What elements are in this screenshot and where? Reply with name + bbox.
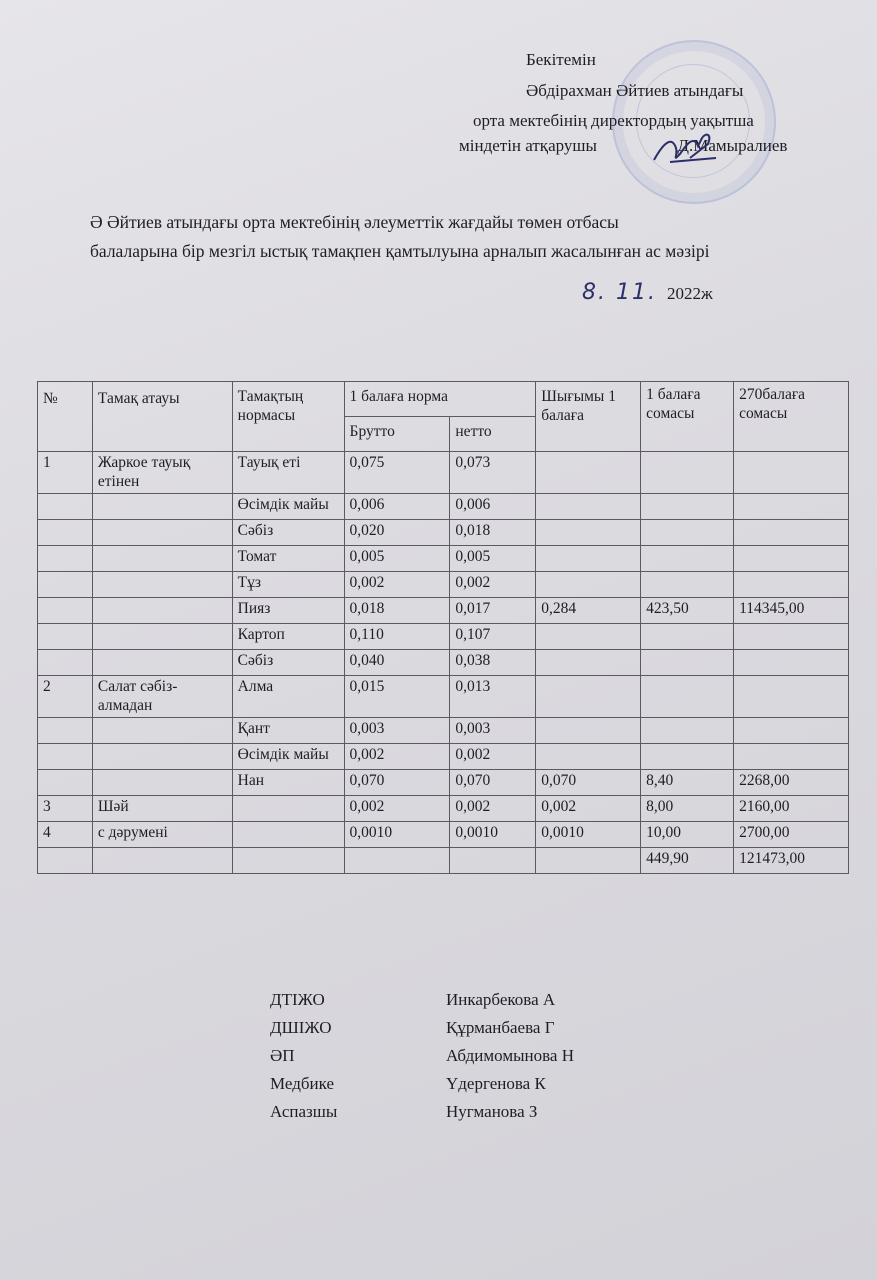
approval-signer: Д.Мамыралиев (677, 136, 788, 155)
cell-netto: 0,107 (450, 624, 536, 650)
cell-num (38, 572, 93, 598)
cell-num: 4 (38, 822, 93, 848)
cell-output (536, 624, 641, 650)
cell-sum270 (734, 520, 849, 546)
staff-name: Инкарбекова А (446, 990, 556, 1009)
cell-brutto: 0,075 (344, 452, 450, 494)
cell-netto: 0,002 (450, 796, 536, 822)
cell-sum1 (641, 546, 734, 572)
cell-num (38, 770, 93, 796)
staff-role: ӘП (270, 1046, 295, 1065)
cell-ingredient: Сәбіз (232, 650, 344, 676)
cell-ingredient: Қант (232, 718, 344, 744)
cell-sum1 (641, 744, 734, 770)
cell-brutto: 0,018 (344, 598, 450, 624)
table-row (38, 718, 849, 744)
approval-position-line: орта мектебінің директордың уақытша (473, 111, 754, 130)
cell-sum270: 121473,00 (734, 848, 849, 874)
table-row (38, 452, 849, 494)
cell-netto: 0,073 (450, 452, 536, 494)
cell-num (38, 848, 93, 874)
cell-ingredient: Пияз (232, 598, 344, 624)
cell-sum270 (734, 494, 849, 520)
cell-sum270: 2268,00 (734, 770, 849, 796)
cell-dish: Салат сәбіз-алмадан (92, 676, 232, 718)
header-food-name: Тамақ атауы (92, 382, 232, 452)
header-sum-270: 270балаға сомасы (734, 382, 849, 452)
cell-brutto: 0,110 (344, 624, 450, 650)
cell-netto: 0,013 (450, 676, 536, 718)
cell-netto: 0,002 (450, 572, 536, 598)
cell-num (38, 718, 93, 744)
header-sum-one: 1 балаға сомасы (641, 382, 734, 452)
cell-num (38, 598, 93, 624)
cell-ingredient: Сәбіз (232, 520, 344, 546)
cell-sum270 (734, 546, 849, 572)
cell-output (536, 744, 641, 770)
approval-acting-label: міндетін атқарушы (459, 136, 597, 155)
cell-brutto: 0,002 (344, 744, 450, 770)
cell-sum1: 10,00 (641, 822, 734, 848)
cell-sum270: 2700,00 (734, 822, 849, 848)
cell-sum270 (734, 650, 849, 676)
staff-name: Үдергенова К (446, 1074, 546, 1093)
staff-role: ДТІЖО (270, 990, 325, 1009)
cell-num: 2 (38, 676, 93, 718)
table-row (38, 676, 849, 718)
cell-brutto: 0,003 (344, 718, 450, 744)
table-row (38, 650, 849, 676)
staff-role: Медбике (270, 1074, 334, 1093)
cell-sum1 (641, 572, 734, 598)
handwritten-date: 8. 11. (582, 280, 657, 305)
table-row (38, 624, 849, 650)
date-year: 2022ж (667, 284, 713, 303)
table-row (38, 796, 849, 822)
cell-sum1 (641, 494, 734, 520)
cell-sum1 (641, 624, 734, 650)
approval-heading: Бекітемін (526, 50, 596, 69)
cell-num: 1 (38, 452, 93, 494)
table-row (38, 598, 849, 624)
cell-sum270: 114345,00 (734, 598, 849, 624)
cell-brutto: 0,020 (344, 520, 450, 546)
cell-ingredient: Нан (232, 770, 344, 796)
cell-brutto: 0,070 (344, 770, 450, 796)
document-title-line-1: Ә Әйтиев атындағы орта мектебінің әлеуметтік жағдайы төмен отбасы (90, 212, 619, 232)
staff-name: Нугманова З (446, 1102, 538, 1121)
header-netto: нетто (450, 417, 536, 452)
cell-num: 3 (38, 796, 93, 822)
cell-output (536, 520, 641, 546)
cell-netto: 0,006 (450, 494, 536, 520)
cell-output (536, 650, 641, 676)
cell-output (536, 718, 641, 744)
table-row (38, 848, 849, 874)
menu-table (37, 381, 849, 874)
cell-netto: 0,0010 (450, 822, 536, 848)
cell-output (536, 676, 641, 718)
cell-output: 0,0010 (536, 822, 641, 848)
header-num: № (38, 382, 93, 452)
signature-icon (650, 128, 720, 168)
cell-sum1 (641, 520, 734, 546)
cell-dish (92, 744, 232, 770)
cell-brutto: 0,002 (344, 796, 450, 822)
cell-sum1: 449,90 (641, 848, 734, 874)
cell-num (38, 494, 93, 520)
cell-dish (92, 624, 232, 650)
cell-netto: 0,002 (450, 744, 536, 770)
cell-sum1: 8,00 (641, 796, 734, 822)
cell-sum270 (734, 452, 849, 494)
table-row (38, 770, 849, 796)
cell-sum270 (734, 624, 849, 650)
cell-ingredient: Тауық еті (232, 452, 344, 494)
cell-ingredient: Алма (232, 676, 344, 718)
cell-netto: 0,070 (450, 770, 536, 796)
cell-sum270 (734, 572, 849, 598)
cell-dish (92, 572, 232, 598)
header-norm-per-child: 1 балаға норма (344, 382, 536, 417)
table-row (38, 520, 849, 546)
table-row (38, 572, 849, 598)
cell-brutto (344, 848, 450, 874)
cell-sum270 (734, 744, 849, 770)
cell-num (38, 744, 93, 770)
cell-dish: Шәй (92, 796, 232, 822)
cell-num (38, 520, 93, 546)
cell-netto: 0,017 (450, 598, 536, 624)
cell-netto: 0,005 (450, 546, 536, 572)
cell-brutto: 0,006 (344, 494, 450, 520)
header-brutto: Брутто (344, 417, 450, 452)
cell-dish (92, 848, 232, 874)
cell-ingredient: Өсімдік майы (232, 744, 344, 770)
cell-ingredient: Тұз (232, 572, 344, 598)
document-title-line-2: балаларына бір мезгіл ыстық тамақпен қамтылуына арналып жасалынған ас мәзірі (90, 241, 710, 261)
cell-ingredient (232, 822, 344, 848)
cell-output: 0,002 (536, 796, 641, 822)
cell-num (38, 546, 93, 572)
cell-brutto: 0,005 (344, 546, 450, 572)
cell-output (536, 494, 641, 520)
staff-name: Абдимомынова Н (446, 1046, 574, 1065)
cell-ingredient (232, 796, 344, 822)
staff-role: ДШІЖО (270, 1018, 332, 1037)
cell-sum1 (641, 676, 734, 718)
cell-num (38, 624, 93, 650)
cell-brutto: 0,015 (344, 676, 450, 718)
header-output: Шығымы 1 балаға (536, 382, 641, 452)
cell-ingredient: Томат (232, 546, 344, 572)
table-row (38, 546, 849, 572)
cell-dish (92, 494, 232, 520)
approval-acting-line (459, 136, 787, 156)
cell-dish (92, 718, 232, 744)
cell-brutto: 0,0010 (344, 822, 450, 848)
cell-brutto: 0,002 (344, 572, 450, 598)
cell-output (536, 452, 641, 494)
cell-dish: Жаркое тауық етінен (92, 452, 232, 494)
cell-netto: 0,003 (450, 718, 536, 744)
cell-output (536, 572, 641, 598)
cell-sum270 (734, 718, 849, 744)
cell-netto: 0,018 (450, 520, 536, 546)
cell-dish (92, 520, 232, 546)
cell-sum1: 8,40 (641, 770, 734, 796)
cell-output: 0,284 (536, 598, 641, 624)
cell-dish: с дәрумені (92, 822, 232, 848)
cell-dish (92, 770, 232, 796)
cell-dish (92, 650, 232, 676)
cell-netto: 0,038 (450, 650, 536, 676)
staff-role: Аспазшы (270, 1102, 338, 1121)
staff-name: Құрманбаева Г (446, 1018, 555, 1037)
cell-brutto: 0,040 (344, 650, 450, 676)
cell-output (536, 546, 641, 572)
cell-dish (92, 546, 232, 572)
header-food-norm: Тамақтың нормасы (232, 382, 344, 452)
cell-sum1 (641, 452, 734, 494)
approval-school-line: Әбдірахман Әйтиев атындағы (526, 81, 744, 100)
cell-ingredient (232, 848, 344, 874)
cell-sum1 (641, 650, 734, 676)
cell-num (38, 650, 93, 676)
cell-output (536, 848, 641, 874)
cell-output: 0,070 (536, 770, 641, 796)
cell-dish (92, 598, 232, 624)
table-row (38, 744, 849, 770)
cell-netto (450, 848, 536, 874)
cell-sum270: 2160,00 (734, 796, 849, 822)
cell-sum270 (734, 676, 849, 718)
table-row (38, 494, 849, 520)
cell-ingredient: Картоп (232, 624, 344, 650)
cell-sum1: 423,50 (641, 598, 734, 624)
table-row (38, 822, 849, 848)
cell-sum1 (641, 718, 734, 744)
cell-ingredient: Өсімдік майы (232, 494, 344, 520)
